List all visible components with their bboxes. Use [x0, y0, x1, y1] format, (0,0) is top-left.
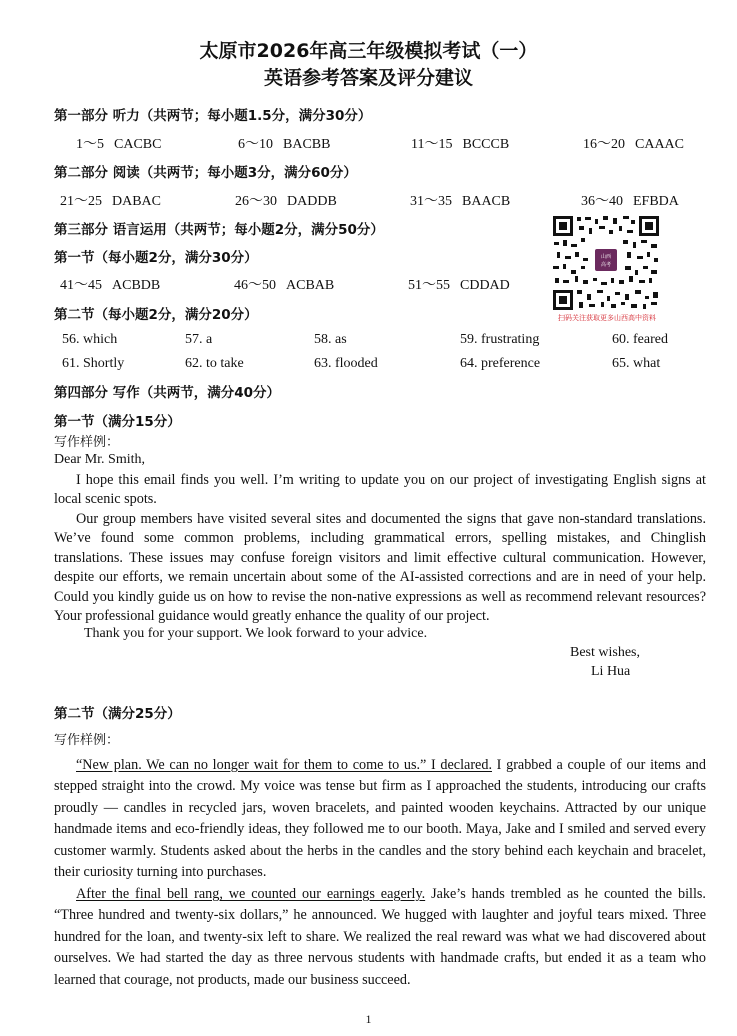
letter-signature: Li Hua — [591, 664, 631, 679]
fill-answer: 56. which — [62, 332, 118, 347]
fill-answer: 57. a — [185, 332, 213, 347]
part3-section1-heading: 第一节（每小题2分，满分30分） — [54, 250, 258, 266]
answer-group: 36～40 EFBDA — [581, 194, 679, 209]
fill-answer: 63. flooded — [314, 356, 378, 371]
part4-section2-heading: 第二节（满分25分） — [54, 706, 181, 722]
answer-group: 26～30 DADDB — [235, 194, 337, 209]
answer-group: 11～15 BCCCB — [411, 137, 510, 152]
sample-label: 写作样例： — [54, 435, 120, 450]
answer-group: 41～45 ACBDB — [60, 278, 161, 293]
story-paragraph-1: “New plan. We can no longer wait for them to come to us.” I declared. I grabbed a couple of our items and stepped straight into the crowd. My voice was tense but firm as I approached the students, introducing our crafts proudly — candles in recycled jars, woven bracelets, and painted wooden keychains. Attracted by our unique handmade items and eco-friendly ideas, they followed me to our booth. Maya, Jake and I smiled and served every customer warmly. Students asked about the herbs in the candles and the story behind each keychain and bracelet, their curiosity turning into purchases. — [54, 757, 706, 881]
letter-paragraph-2: Our group members have visited several sites and documented the signs that gave non-standard translations. We’ve found some common problems, including grammatical errors, spelling mistakes, and Chinglish translations. These issues may confuse foreign visitors and limit effective cultural communication. However, despite our efforts, we remain uncertain about some of the AI-assisted corrections and are in need of your help. Could you kindly guide us on how to revise the non-native expressions as well as recommend relevant resources? Your professional guidance would greatly enhance the quality of our project. — [54, 511, 706, 625]
answer-group: 16～20 CAAAC — [583, 137, 685, 152]
part4-heading: 第四部分 写作（共两节，满分40分） — [54, 385, 280, 401]
part3-heading: 第三部分 语言运用（共两节；每小题2分，满分50分） — [54, 222, 384, 238]
answer-group: 1～5 CACBC — [76, 137, 162, 152]
page-number: 1 — [365, 1012, 372, 1026]
qr-center-text: 山西 — [600, 254, 612, 260]
svg-text:高考: 高考 — [600, 262, 612, 268]
part4-section1-heading: 第一节（满分15分） — [54, 414, 181, 430]
qr-caption: 扫码关注获取更多山西高中资料 — [558, 314, 656, 322]
answer-group: 31～35 BAACB — [410, 194, 511, 209]
sample-label: 写作样例： — [54, 733, 120, 748]
story-paragraph-2: After the final bell rang, we counted our earnings eagerly. Jake’s hands trembled as he counted the bills. “Three hundred and twenty-six dollars,” he announced. We hugged with laughter and joyful tears mixed. Three hundred for the loan, and twenty-six left to share. We realized the real reward was what we had discovered about ourselves. We had started the day as three nervous students with handmade crafts, but ended it as a team who learned that courage, not products, made our business succeed. — [54, 886, 706, 988]
fill-answer: 62. to take — [185, 356, 244, 371]
part1-heading: 第一部分 听力（共两节；每小题1.5分，满分30分） — [54, 108, 372, 124]
letter-paragraph-3: Thank you for your support. We look forward to your advice. — [84, 626, 428, 641]
part3-section2-heading: 第二节（每小题2分，满分20分） — [54, 307, 258, 323]
page-title: 太原市2026年高三年级模拟考试（一） — [199, 40, 538, 62]
answer-group: 46～50 ACBAB — [234, 278, 335, 293]
fill-answer: 64. preference — [460, 356, 541, 371]
fill-answer: 60. feared — [612, 332, 668, 347]
answer-group: 51～55 CDDAD — [408, 278, 510, 293]
letter-greeting: Dear Mr. Smith, — [54, 452, 145, 467]
fill-answer: 65. what — [612, 356, 661, 371]
letter-closing: Best wishes, — [570, 645, 640, 660]
fill-answer: 58. as — [314, 332, 347, 347]
part2-heading: 第二部分 阅读（共两节；每小题3分，满分60分） — [54, 165, 357, 181]
given-opening-sentence: “New plan. We can no longer wait for them to come to us.” I declared. — [76, 757, 492, 773]
fill-answer: 61. Shortly — [62, 356, 125, 371]
page-subtitle: 英语参考答案及评分建议 — [263, 67, 473, 89]
answer-group: 6～10 BACBB — [238, 137, 331, 152]
given-opening-sentence: After the final bell rang, we counted our earnings eagerly. — [76, 886, 426, 902]
fill-answer: 59. frustrating — [460, 332, 540, 347]
qr-code[interactable] — [551, 214, 661, 312]
answer-group: 21～25 DABAC — [60, 194, 162, 209]
letter-paragraph-1: I hope this email finds you well. I’m writing to update you on our project of investigating English signs at local scenic spots. — [54, 472, 706, 508]
